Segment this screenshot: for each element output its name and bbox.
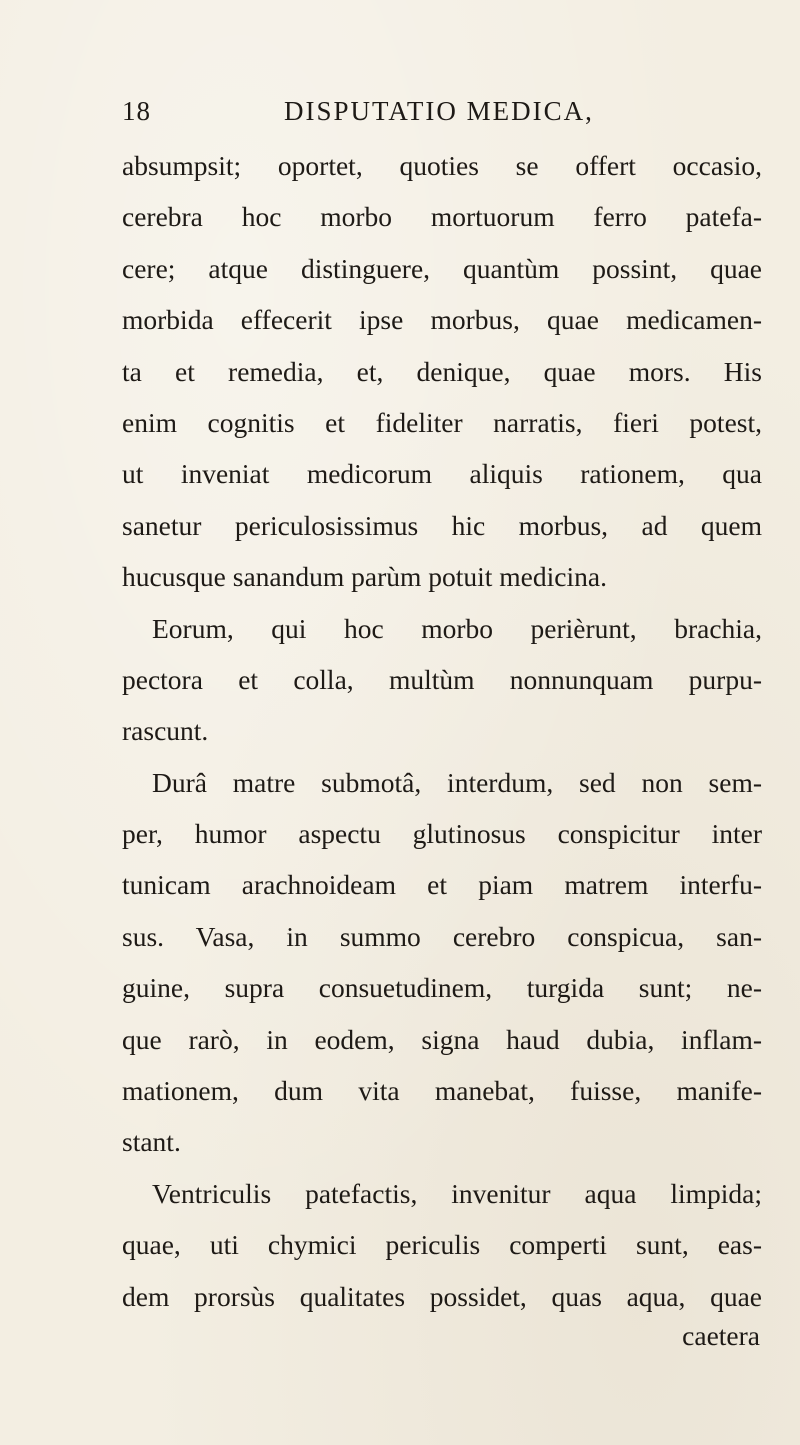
text-line: que rarò, in eodem, signa haud dubia, inflam- xyxy=(122,1023,762,1055)
text-line: cerebra hoc morbo mortuorum ferro patefa- xyxy=(122,201,762,233)
text-line: hucusque sanandum parùm potuit medicina. xyxy=(122,561,607,593)
text-line: ut inveniat medicorum aliquis rationem, qua xyxy=(122,458,762,490)
page-header xyxy=(122,96,642,136)
text-line: sanetur periculosissimus hic morbus, ad quem xyxy=(122,509,762,541)
text-line: tunicam arachnoideam et piam matrem interfu- xyxy=(122,869,762,901)
text-line: cere; atque distinguere, quantùm possint, quae xyxy=(122,252,762,284)
text-line: guine, supra consuetudinem, turgida sunt; ne- xyxy=(122,972,762,1004)
text-line: Ventriculis patefactis, invenitur aqua limpida; xyxy=(152,1177,762,1209)
text-line: ta et remedia, et, denique, quae mors. His xyxy=(122,355,762,387)
text-line: mationem, dum vita manebat, fuisse, manife- xyxy=(122,1075,762,1107)
text-line: pectora et colla, multùm nonnunquam purpu- xyxy=(122,663,762,695)
text-line: per, humor aspectu glutinosus conspicitur inter xyxy=(122,818,762,850)
text-line: absumpsit; oportet, quoties se offert occasio, xyxy=(122,150,762,181)
text-line: Eorum, qui hoc morbo perièrunt, brachia, xyxy=(152,612,762,644)
text-line: quae, uti chymici periculis comperti sunt, eas- xyxy=(122,1229,762,1261)
body-text xyxy=(122,140,762,1322)
text-line: Durâ matre submotâ, interdum, sed non sem- xyxy=(152,766,762,798)
page-number: 18 xyxy=(122,96,151,126)
text-line: rascunt. xyxy=(122,715,209,747)
text-line: sus. Vasa, in summo cerebro conspicua, san- xyxy=(122,920,762,952)
text-line: morbida effecerit ipse morbus, quae medicamen- xyxy=(122,304,762,336)
text-line: dem prorsùs qualitates possidet, quas aqua, quae xyxy=(122,1280,762,1312)
text-line: stant. xyxy=(122,1126,181,1158)
catchword: caetera xyxy=(682,1320,760,1351)
running-title: DISPUTATIO MEDICA, xyxy=(284,96,594,126)
text-line: enim cognitis et fideliter narratis, fieri potest, xyxy=(122,406,762,438)
